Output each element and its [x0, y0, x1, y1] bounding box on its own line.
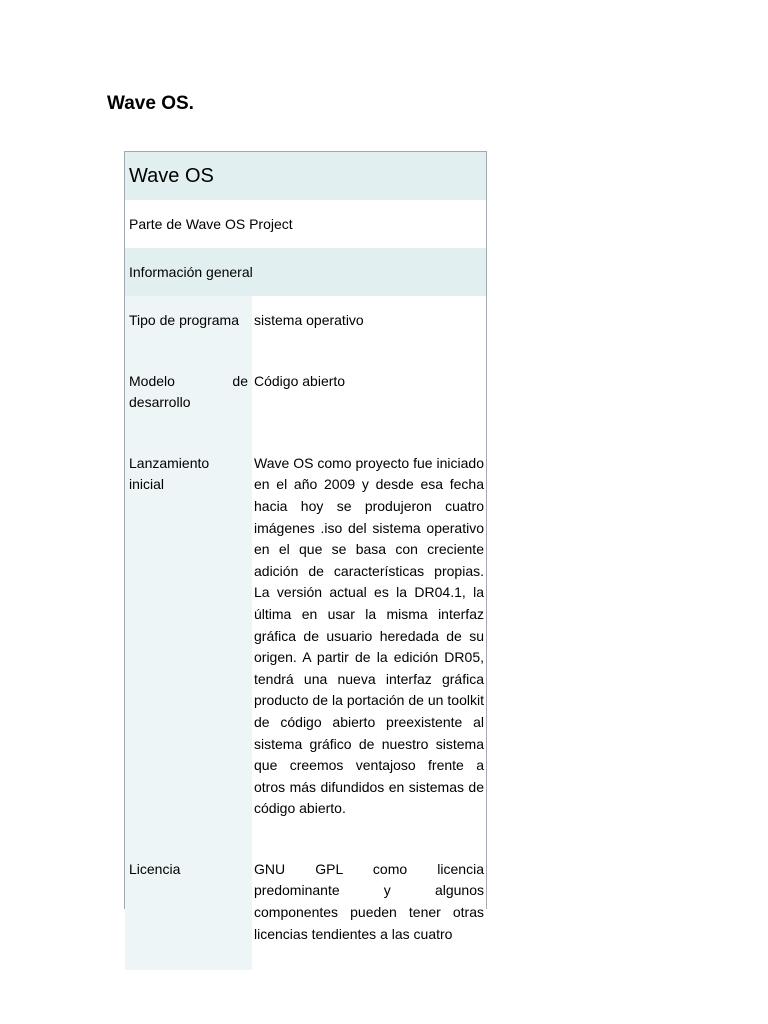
field-label-lanzamiento-inicial: Lanzamiento inicial [125, 439, 252, 845]
infobox-subtitle: Parte de Wave OS Project [125, 200, 486, 248]
infobox [124, 151, 487, 942]
field-label-licencia: Licencia [125, 845, 252, 970]
infobox-row-tipo-de-programa [125, 296, 486, 357]
field-value-modelo-de-desarrollo: Código abierto [254, 372, 346, 389]
field-label-modelo-de-desarrollo: Modelo de desarrollo [125, 357, 252, 439]
infobox-section-row [125, 248, 486, 296]
field-label-tipo-de-programa: Tipo de programa [125, 296, 252, 357]
field-value-lanzamiento-inicial: Wave OS como proyecto fue iniciado en el año 2009 y desde esa fecha hacia hoy se produjeron cuatro imágenes .iso del sistema operativo en el que se basa con creciente adición de características propias. La versión actual es la DR04.1, la última en usar la misma interfaz gráfica de usuario heredada de su origen. A partir de la edición DR05, tendrá una nueva interfaz gráfica producto de la portación de un toolkit de código abierto preexistente al sistema gráfico de nuestro sistema que creemos ventajoso frente a otros más difundidos en sistemas de código abierto. [254, 454, 484, 817]
infobox-title-row [125, 152, 486, 200]
infobox-table [125, 152, 486, 970]
infobox-row-licencia [125, 845, 486, 970]
infobox-row-modelo-de-desarrollo [125, 357, 486, 439]
field-value-licencia: GNU GPL como licencia predominante y algunos componentes pueden tener otras licencias tendientes a las cuatro [254, 860, 484, 942]
page-title: Wave OS. [107, 93, 194, 114]
field-value-tipo-de-programa: sistema operativo [254, 312, 364, 328]
infobox-section-header: Información general [125, 248, 486, 296]
infobox-title: Wave OS [125, 152, 486, 200]
infobox-subtitle-row [125, 200, 486, 248]
infobox-row-lanzamiento-inicial [125, 439, 486, 845]
